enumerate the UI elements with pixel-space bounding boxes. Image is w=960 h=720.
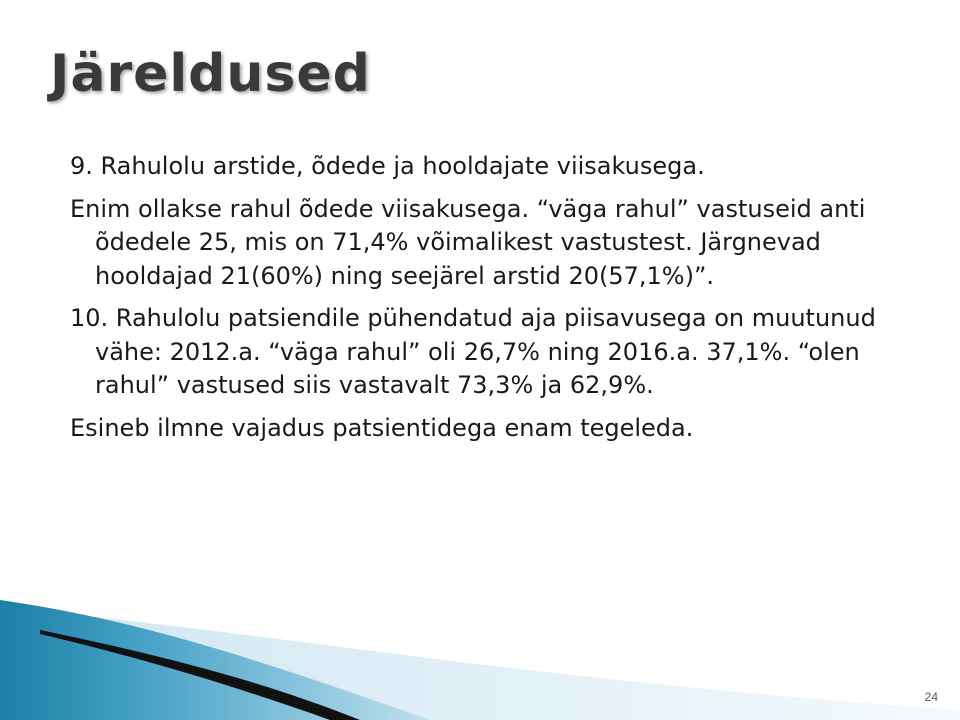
paragraph-2: Enim ollakse rahul õdede viisakusega. “väga rahul” vastuseid anti õdedele 25, mis on 71,4% võimalikest vastustest. Järgnevad hooldajad 21(60%) ning seejärel arstid 20(57,1%)”.	[70, 194, 866, 290]
page-number: 24	[924, 690, 938, 704]
slide-title: Järeldused	[50, 44, 371, 104]
paragraph-3: 10. Rahulolu patsiendile pühendatud aja piisavusega on muutunud vähe: 2012.a. “väga rahul” oli 26,7% ning 2016.a. 37,1%. “olen rahul” vastused siis vastavalt 73,3% ja 62,9%.	[70, 304, 876, 399]
paragraph-1: 9. Rahulolu arstide, õdede ja hooldajate viisakusega.	[70, 152, 705, 180]
slide-body	[70, 150, 920, 454]
paragraph-4: Esineb ilmne vajadus patsientidega enam tegeleda.	[70, 413, 694, 442]
decorative-swoosh	[0, 560, 960, 720]
